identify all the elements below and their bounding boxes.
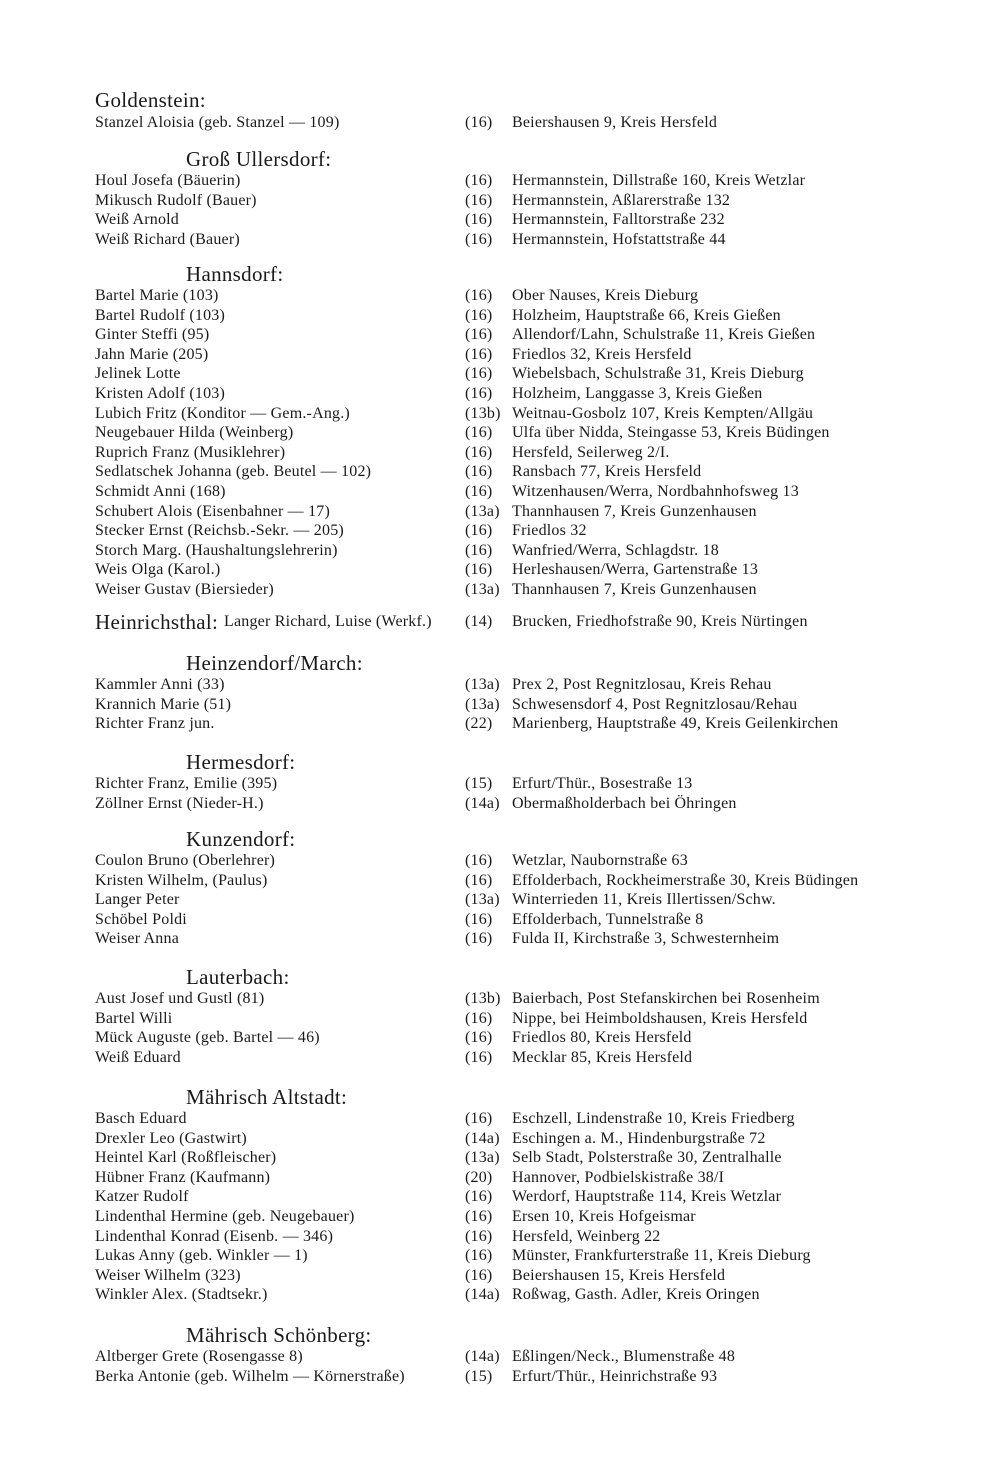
entry-code: (16) [465,1048,493,1066]
list-item [0,404,1000,424]
entry-code: (13b) [465,990,501,1007]
list-item [0,1109,1000,1129]
entry-code: (13b) [465,404,501,422]
entry-code: (16) [465,384,493,402]
entry-name: Schubert Alois (Eisenbahner — 17) [95,502,330,520]
entry-code: (16) [465,482,493,500]
entry-address: Eschingen a. M., Hindenburgstraße 72 [512,1129,766,1147]
entry-name: Lindenthal Hermine (geb. Neugebauer) [95,1207,355,1225]
entry-address: Münster, Frankfurterstraße 11, Kreis Dieburg [512,1247,811,1265]
entry-name: Bartel Willi [95,1009,173,1027]
list-item [0,113,1000,133]
entry-code: (16) [465,191,493,209]
entry-address: Hermannstein, Falltorstraße 232 [512,211,725,229]
section-maehrisch-altstadt [0,1085,1000,1305]
section-heading: Hannsdorf: [186,262,284,286]
section-heading: Mährisch Altstadt: [186,1085,348,1109]
entry-name: Bartel Rudolf (103) [95,306,225,324]
entry-address: Roßwag, Gasth. Adler, Kreis Oringen [512,1286,760,1304]
entry-address: Friedlos 32, Kreis Hersfeld [512,345,692,363]
entry-address: Marienberg, Hauptstraße 49, Kreis Geilenkirchen [512,715,839,733]
list-item [0,1048,1000,1068]
entry-address: Beiershausen 9, Kreis Hersfeld [512,114,718,131]
list-item [0,325,1000,345]
entry-name: Richter Franz, Emilie (395) [95,775,278,792]
list-item [0,610,1000,634]
section-heading: Mährisch Schönberg: [186,1323,372,1347]
entry-code: (13a) [465,1149,500,1167]
list-item [0,1028,1000,1048]
entry-address: Wanfried/Werra, Schlagdstr. 18 [512,541,719,559]
entry-code: (16) [465,306,493,324]
entry-address: Erfurt/Thür., Heinrichstraße 93 [512,1367,718,1385]
list-item [0,1367,1000,1387]
list-item [0,443,1000,463]
entry-address: Hersfeld, Seilerweg 2/I. [512,443,670,461]
entry-address: Hannover, Podbielskistraße 38/I [512,1168,725,1186]
entry-code: (14a) [465,1286,500,1304]
list-item [0,306,1000,326]
entry-code: (16) [465,930,493,948]
list-item [0,230,1000,250]
entry-code: (13a) [465,891,500,909]
entry-address: Fulda II, Kirchstraße 3, Schwesternheim [512,930,780,948]
list-item [0,774,1000,794]
section-kunzendorf [0,827,1000,949]
entry-code: (16) [465,230,493,248]
entry-name: Weiser Wilhelm (323) [95,1266,241,1284]
list-item [0,1207,1000,1227]
entry-code: (16) [465,852,493,869]
entry-name: Jahn Marie (205) [95,345,209,363]
entry-name: Zöllner Ernst (Nieder-H.) [95,794,264,812]
entry-address: Hermannstein, Hofstattstraße 44 [512,230,726,248]
entry-name: Aust Josef und Gustl (81) [95,990,265,1007]
list-item [0,1148,1000,1168]
entry-name: Weiser Anna [95,930,179,948]
entry-code: (16) [465,541,493,559]
entry-address: Hermannstein, Aßlarerstraße 132 [512,191,731,209]
list-item [0,929,1000,949]
entry-name: Ginter Steffi (95) [95,326,210,344]
entry-address: Selb Stadt, Polsterstraße 30, Zentralhalle [512,1149,782,1167]
entry-address: Hermannstein, Dillstraße 160, Kreis Wetzlar [512,172,806,189]
section-heading: Groß Ullersdorf: [186,147,332,171]
entry-address: Friedlos 80, Kreis Hersfeld [512,1029,692,1047]
entry-code: (16) [465,1029,493,1047]
entry-name: Sedlatschek Johanna (geb. Beutel — 102) [95,463,372,481]
list-item [0,675,1000,695]
entry-code: (13a) [465,502,500,520]
entry-code: (16) [465,910,493,928]
entry-address: Eßlingen/Neck., Blumenstraße 48 [512,1348,736,1365]
section-gross-ullersdorf [0,147,1000,249]
entry-address: Ulfa über Nidda, Steingasse 53, Kreis Büdingen [512,424,830,442]
list-item [0,1246,1000,1266]
entry-code: (16) [465,443,493,461]
entry-address: Ober Nauses, Kreis Dieburg [512,287,699,304]
section-hermesdorf [0,750,1000,813]
section-heinzendorf-march [0,651,1000,734]
section-heading: Lauterbach: [186,965,290,989]
list-item [0,1009,1000,1029]
entry-address: Witzenhausen/Werra, Nordbahnhofsweg 13 [512,482,799,500]
entry-name: Schmidt Anni (168) [95,482,226,500]
entry-code: (16) [465,1207,493,1225]
list-item [0,541,1000,561]
list-item [0,714,1000,734]
list-item [0,1285,1000,1305]
list-item [0,910,1000,930]
section-heading: Goldenstein: [95,88,206,112]
list-item [0,989,1000,1009]
entry-name: Weiß Arnold [95,211,180,229]
entry-address: Eschzell, Lindenstraße 10, Kreis Friedberg [512,1110,795,1127]
entry-code: (16) [465,1227,493,1245]
entry-code: (16) [465,1009,493,1027]
section-heinrichsthal [0,610,1000,634]
list-item [0,191,1000,211]
entry-name: Lubich Fritz (Konditor — Gem.-Ang.) [95,404,350,422]
entry-address: Ransbach 77, Kreis Hersfeld [512,463,702,481]
entry-address: Baierbach, Post Stefanskirchen bei Rosenheim [512,990,820,1007]
entry-code: (13a) [465,676,500,693]
section-maehrisch-schoenberg [0,1323,1000,1386]
list-item [0,345,1000,365]
list-item [0,502,1000,522]
section-heading: Hermesdorf: [186,750,296,774]
entry-name: Weiß Richard (Bauer) [95,230,240,248]
entry-name: Altberger Grete (Rosengasse 8) [95,1348,303,1365]
list-item [0,580,1000,600]
entry-address: Friedlos 32 [512,522,587,540]
section-heading: Kunzendorf: [186,827,296,851]
entry-address: Hersfeld, Weinberg 22 [512,1227,661,1245]
entry-name: Katzer Rudolf [95,1188,189,1206]
entry-code: (14) [465,613,493,630]
entry-code: (16) [465,871,493,889]
entry-code: (16) [465,522,493,540]
section-heading: Heinzendorf/March: [186,651,363,675]
list-item [0,364,1000,384]
list-item [0,286,1000,306]
list-item [0,1129,1000,1149]
entry-name: Winkler Alex. (Stadtsekr.) [95,1286,268,1304]
entry-name: Basch Eduard [95,1110,187,1127]
entry-address: Prex 2, Post Regnitzlosau, Kreis Rehau [512,676,772,693]
list-item [0,210,1000,230]
entry-name: Kristen Wilhelm, (Paulus) [95,871,268,889]
list-item [0,521,1000,541]
entry-code: (16) [465,1188,493,1206]
section-hannsdorf [0,262,1000,600]
entry-code: (16) [465,211,493,229]
entry-name: Ruprich Franz (Musiklehrer) [95,443,286,461]
entry-address: Effolderbach, Rockheimerstraße 30, Kreis Büdingen [512,871,859,889]
entry-address: Beiershausen 15, Kreis Hersfeld [512,1266,726,1284]
list-item [0,1266,1000,1286]
entry-name: Storch Marg. (Haushaltungslehrerin) [95,541,338,559]
entry-code: (14a) [465,1129,500,1147]
entry-code: (16) [465,345,493,363]
entry-address: Wiebelsbach, Schulstraße 31, Kreis Dieburg [512,365,804,383]
entry-name: Hübner Franz (Kaufmann) [95,1168,271,1186]
entry-address: Werdorf, Hauptstraße 114, Kreis Wetzlar [512,1188,782,1206]
entry-name: Richter Franz jun. [95,715,215,733]
entry-code: (13a) [465,695,500,713]
entry-name: Drexler Leo (Gastwirt) [95,1129,247,1147]
entry-code: (14a) [465,1348,500,1365]
entry-address: Holzheim, Langgasse 3, Kreis Gießen [512,384,763,402]
entry-address: Brucken, Friedhofstraße 90, Kreis Nürtingen [512,613,808,630]
entry-address: Effolderbach, Tunnelstraße 8 [512,910,704,928]
entry-code: (16) [465,1110,493,1127]
entry-address: Nippe, bei Heimboldshausen, Kreis Hersfeld [512,1009,808,1027]
entry-name: Neugebauer Hilda (Weinberg) [95,424,294,442]
entry-address: Obermaßholderbach bei Öhringen [512,794,737,812]
list-item [0,462,1000,482]
entry-code: (16) [465,463,493,481]
list-item [0,871,1000,891]
entry-name: Kristen Adolf (103) [95,384,226,402]
entry-code: (13a) [465,580,500,598]
list-item [0,1227,1000,1247]
list-item [0,171,1000,191]
entry-name: Weiß Eduard [95,1048,181,1066]
entry-name: Berka Antonie (geb. Wilhelm — Körnerstraße) [95,1367,405,1385]
entry-code: (15) [465,1367,493,1385]
entry-address: Holzheim, Hauptstraße 66, Kreis Gießen [512,306,781,324]
entry-address: Mecklar 85, Kreis Hersfeld [512,1048,693,1066]
entry-name: Coulon Bruno (Oberlehrer) [95,852,276,869]
entry-name: Jelinek Lotte [95,365,181,383]
entry-code: (16) [465,424,493,442]
entry-name: Houl Josefa (Bäuerin) [95,172,241,189]
entry-name: Stanzel Aloisia (geb. Stanzel — 109) [95,114,340,131]
entry-address: Wetzlar, Naubornstraße 63 [512,852,688,869]
list-item [0,1347,1000,1367]
section-heading: Heinrichsthal: [95,610,219,634]
list-item [0,695,1000,715]
entry-name: Bartel Marie (103) [95,287,219,304]
entry-code: (16) [465,561,493,579]
entry-code: (15) [465,775,493,792]
entry-name: Heintel Karl (Roßfleischer) [95,1149,277,1167]
entry-name: Langer Peter [95,891,180,909]
entry-name: Stecker Ernst (Reichsb.-Sekr. — 205) [95,522,344,540]
entry-code: (20) [465,1168,493,1186]
entry-code: (16) [465,1266,493,1284]
list-item [0,560,1000,580]
entry-name: Mück Auguste (geb. Bartel — 46) [95,1029,320,1047]
section-goldenstein [0,88,1000,133]
entry-name: Lukas Anny (geb. Winkler — 1) [95,1247,308,1265]
entry-address: Erfurt/Thür., Bosestraße 13 [512,775,693,792]
list-item [0,851,1000,871]
entry-code: (16) [465,1247,493,1265]
entry-code: (14a) [465,794,500,812]
entry-name: Weiser Gustav (Biersieder) [95,580,274,598]
section-lauterbach [0,965,1000,1067]
list-item [0,794,1000,814]
entry-address: Thannhausen 7, Kreis Gunzenhausen [512,580,757,598]
entry-name: Lindenthal Konrad (Eisenb. — 346) [95,1227,334,1245]
list-item [0,1187,1000,1207]
entry-name: Mikusch Rudolf (Bauer) [95,191,257,209]
entry-name: Weis Olga (Karol.) [95,561,221,579]
entry-name: Krannich Marie (51) [95,695,232,713]
entry-address: Herleshausen/Werra, Gartenstraße 13 [512,561,759,579]
entry-name: Schöbel Poldi [95,910,187,928]
list-item [0,384,1000,404]
list-item [0,890,1000,910]
entry-address: Ersen 10, Kreis Hofgeismar [512,1207,696,1225]
entry-address: Thannhausen 7, Kreis Gunzenhausen [512,502,757,520]
entry-name: Langer Richard, Luise (Werkf.) [224,613,432,630]
entry-name: Kammler Anni (33) [95,676,225,693]
entry-address: Allendorf/Lahn, Schulstraße 11, Kreis Gießen [512,326,816,344]
entry-code: (16) [465,326,493,344]
entry-code: (16) [465,172,493,189]
entry-address: Winterrieden 11, Kreis Illertissen/Schw. [512,891,776,909]
list-item [0,1168,1000,1188]
entry-code: (16) [465,287,493,304]
list-item [0,423,1000,443]
entry-address: Schwesensdorf 4, Post Regnitzlosau/Rehau [512,695,798,713]
entry-code: (22) [465,715,493,733]
entry-code: (16) [465,365,493,383]
entry-address: Weitnau-Gosbolz 107, Kreis Kempten/Allgäu [512,404,814,422]
list-item [0,482,1000,502]
entry-code: (16) [465,114,493,131]
